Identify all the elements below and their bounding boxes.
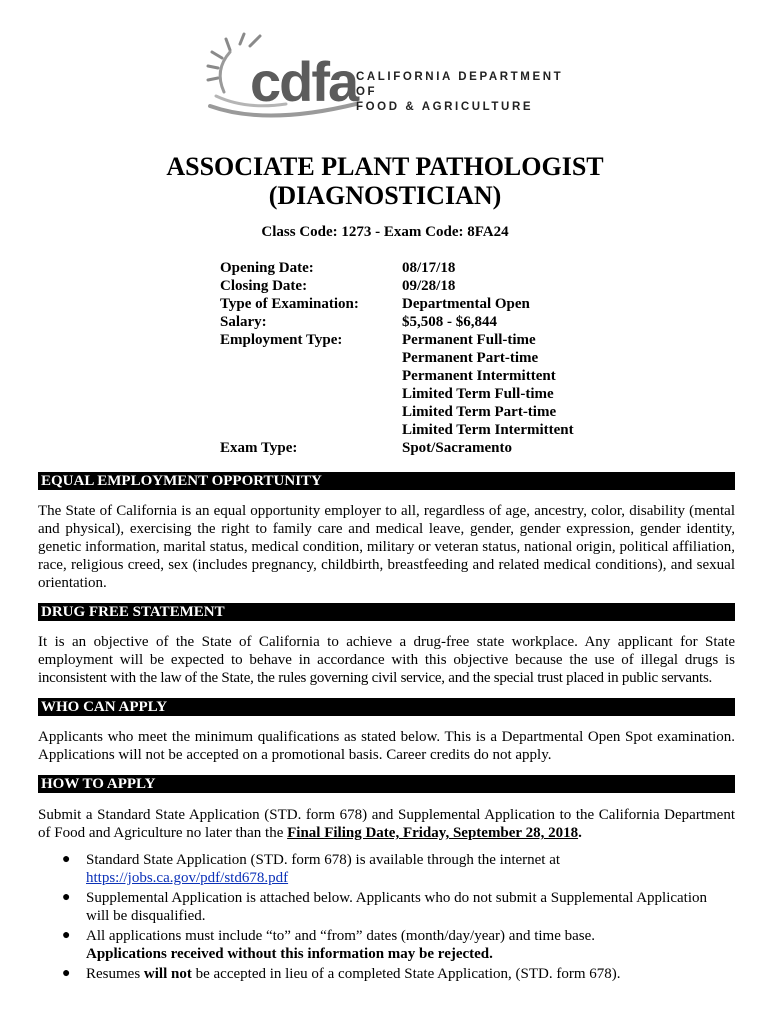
job-title: ASSOCIATE PLANT PATHOLOGIST xyxy=(166,152,604,181)
list-item-emphasis: will not xyxy=(143,966,192,982)
final-filing-date: Final Filing Date, Friday, September 28, 2018 xyxy=(287,825,579,841)
paragraph-line: Submit a Standard State Application (STD. form 678) and Supplemental Application to the California Department xyxy=(38,807,735,823)
list-item-text-part: be accepted in lieu of a completed State Application, (STD. form 678). xyxy=(191,966,621,982)
paragraph-line: genetic information, marital status, medical condition, military or veteran status, national origin, political affiliation, xyxy=(38,539,735,555)
employment-type-label: Employment Type: xyxy=(220,332,343,348)
std678-application-link[interactable]: https://jobs.ca.gov/pdf/std678.pdf xyxy=(86,870,289,886)
examination-type-value: Departmental Open xyxy=(402,296,530,312)
list-item-text: All applications must include “to” and “from” dates (month/day/year) and time base. xyxy=(86,928,596,944)
salary-value: $5,508 - $6,844 xyxy=(402,314,497,330)
opening-date-label: Opening Date: xyxy=(220,260,314,276)
opening-date-value: 08/17/18 xyxy=(402,260,456,276)
paragraph-line: orientation. xyxy=(38,575,107,591)
logo-wordmark: cdfa xyxy=(250,50,358,113)
bullet-icon: ● xyxy=(62,890,71,905)
paragraph-text: . xyxy=(578,825,582,841)
agency-name-line2: FOOD & AGRICULTURE xyxy=(356,101,534,113)
employment-type-value: Limited Term Full-time xyxy=(402,386,554,402)
paragraph-line: race, religious creed, sex (includes pregnancy, childbirth, breastfeeding and related medical conditions), and sexual xyxy=(38,557,735,573)
bullet-icon: ● xyxy=(62,966,71,981)
how-to-apply-paragraph xyxy=(38,806,735,842)
section-heading-text: HOW TO APPLY xyxy=(41,776,156,792)
exam-type-label: Exam Type: xyxy=(220,440,298,456)
employment-type-value: Permanent Part-time xyxy=(402,350,539,366)
section-heading-how-to-apply xyxy=(38,775,735,793)
cdfa-logo xyxy=(206,30,566,126)
job-subtitle: (DIAGNOSTICIAN) xyxy=(268,181,502,210)
examination-type-label: Type of Examination: xyxy=(220,296,359,312)
section-heading-text: WHO CAN APPLY xyxy=(41,699,168,715)
list-item-text: Standard State Application (STD. form 678) is available through the internet at xyxy=(86,852,561,868)
section-heading-text: DRUG FREE STATEMENT xyxy=(41,604,225,620)
list-item-text: Supplemental Application is attached below. Applicants who do not submit a Supplemental Application xyxy=(86,890,708,906)
paragraph-line: Applicants who meet the minimum qualifications as stated below. This is a Departmental Open Spot examination. xyxy=(38,729,735,745)
list-item-text-part: Resumes xyxy=(86,966,144,982)
section-heading-eeo xyxy=(38,472,735,490)
paragraph-line: employment will be expected to behave in accordance with this objective because the use of illegal drugs is xyxy=(38,652,735,668)
list-item-warning: Applications received without this information may be rejected. xyxy=(86,946,493,962)
list-item-text xyxy=(86,965,738,983)
class-exam-codes: Class Code: 1273 - Exam Code: 8FA24 xyxy=(261,224,509,240)
employment-type-value: Permanent Intermittent xyxy=(402,368,556,384)
who-can-apply-paragraph xyxy=(38,728,735,764)
salary-label: Salary: xyxy=(220,314,267,330)
agency-name xyxy=(356,70,566,115)
bullet-icon: ● xyxy=(62,852,71,867)
section-heading-drug-free xyxy=(38,603,735,621)
eeo-paragraph xyxy=(38,502,735,592)
employment-type-value: Limited Term Part-time xyxy=(402,404,557,420)
paragraph-line: and physical), exercising the right to family care and medical leave, gender, gender expression, gender identity, xyxy=(38,521,735,537)
agency-name-line1: CALIFORNIA DEPARTMENT OF xyxy=(356,71,564,98)
closing-date-label: Closing Date: xyxy=(220,278,308,294)
closing-date-value: 09/28/18 xyxy=(402,278,456,294)
paragraph-line xyxy=(38,824,735,842)
employment-type-value: Limited Term Intermittent xyxy=(402,422,574,438)
section-heading-text: EQUAL EMPLOYMENT OPPORTUNITY xyxy=(41,473,322,489)
exam-type-value: Spot/Sacramento xyxy=(402,440,512,456)
section-heading-who-can-apply xyxy=(38,698,735,716)
paragraph-line: inconsistent with the law of the State, the rules governing civil service, and the special trust placed in public servants. xyxy=(38,670,713,686)
paragraph-line: The State of California is an equal opportunity employer to all, regardless of age, ancestry, color, disability (mental xyxy=(38,503,735,519)
paragraph-line: Applications will not be accepted on a promotional basis. Career credits do not apply. xyxy=(38,747,552,763)
paragraph-text: of Food and Agriculture no later than the xyxy=(38,825,288,841)
bullet-icon: ● xyxy=(62,928,71,943)
employment-type-value: Permanent Full-time xyxy=(402,332,536,348)
drug-free-paragraph xyxy=(38,633,735,687)
paragraph-line: It is an objective of the State of California to achieve a drug-free state workplace. Any applicant for State xyxy=(38,634,735,650)
list-item-text: will be disqualified. xyxy=(86,908,206,924)
